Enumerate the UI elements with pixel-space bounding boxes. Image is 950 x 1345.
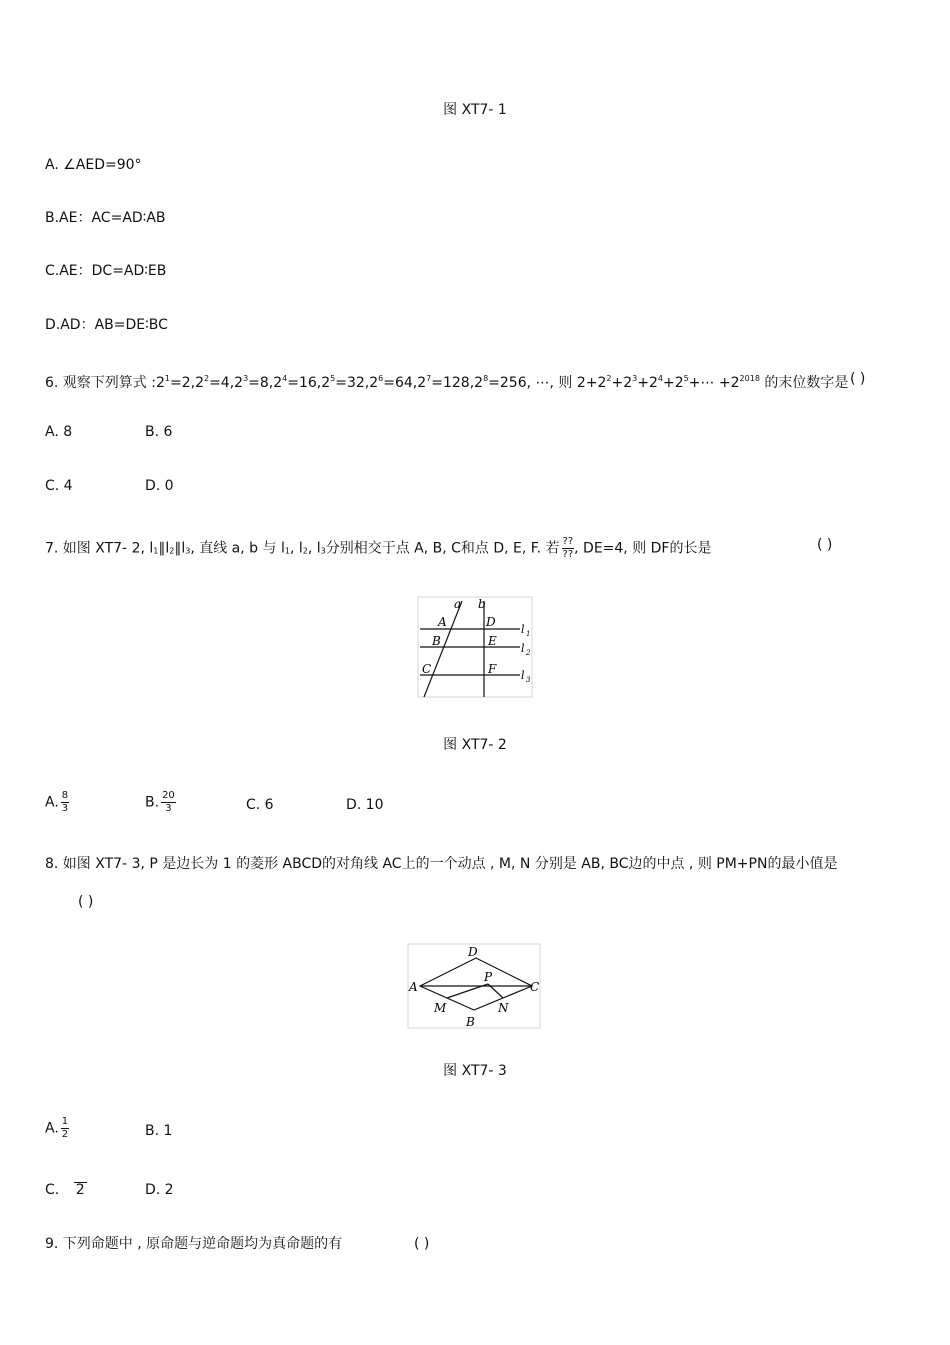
text: ∥l (174, 540, 186, 557)
text: , DE=4, 则 DF的长是 (574, 540, 712, 557)
text: =64,2 (383, 375, 427, 391)
text: +2 (662, 375, 684, 391)
subscript: 1 (284, 546, 290, 556)
fraction-denominator: 2 (61, 1129, 69, 1140)
q8-stem: 8. 如图 XT7- 3, P 是边长为 1 的菱形 ABCD的对角线 AC上的一个动点 , M, N 分别是 AB, BC边的中点 , 则 PM+PN的最小值是 (45, 856, 838, 872)
text: , 直线 a, b 与 l (190, 540, 285, 557)
label-P: P (484, 970, 493, 984)
q9-stem: 9. 下列命题中 , 原命题与逆命题均为真命题的有 (45, 1236, 343, 1252)
exp: 6 (378, 374, 384, 383)
text: +2 (637, 375, 658, 391)
label-l2: l (521, 642, 525, 655)
q6-option-d: D. 0 (145, 478, 174, 494)
exp: 5 (683, 374, 689, 383)
q6-option-c: C. 4 (45, 478, 73, 494)
text: 7. 如图 XT7- 2, l (45, 540, 154, 557)
text: 的末位数字是 (759, 375, 849, 391)
text: , l (307, 540, 321, 557)
text: =2,2 (169, 375, 204, 391)
q8-option-d: D. 2 (145, 1182, 174, 1198)
ratio-fraction (562, 536, 575, 561)
fraction-denominator: 3 (165, 803, 172, 814)
option-label: B. (145, 794, 160, 811)
exp: 2 (203, 374, 210, 383)
sqrt-radicand: 2 (75, 1182, 85, 1198)
exp: 4 (657, 374, 663, 383)
q6-option-a: A. 8 (45, 424, 73, 440)
exp: 3 (632, 374, 638, 383)
q6-answer-paren: ( ) (850, 371, 866, 387)
label-l3-sub: 3 (526, 676, 531, 684)
label-N: N (498, 1001, 509, 1015)
label-D: D (468, 945, 478, 959)
option-a-fraction (61, 790, 69, 815)
exp: 2018 (739, 374, 760, 383)
label-C: C (530, 980, 540, 994)
q5-option-b: B.AE：AC=AD∶AB (45, 210, 166, 226)
q5-option-c: C.AE：DC=AD∶EB (45, 263, 167, 279)
option-label: A. (45, 794, 59, 811)
fraction-numerator: ?? (562, 536, 574, 547)
option-a-fraction (61, 1116, 69, 1141)
q8-answer-paren: ( ) (78, 894, 94, 910)
fraction-numerator: 8 (61, 790, 69, 801)
figure-caption-1: 图 XT7- 1 (443, 102, 507, 118)
q7-option-b (145, 790, 176, 815)
text: +2 (611, 375, 633, 391)
q6-stem (45, 370, 848, 392)
figure-rhombus (406, 942, 542, 1030)
label-b: b (478, 597, 486, 611)
fraction-denominator: 3 (61, 803, 69, 814)
q7-answer-paren: ( ) (817, 537, 833, 553)
label-l3: l (521, 669, 525, 682)
subscript: 1 (153, 546, 159, 556)
label-a: a (454, 597, 462, 611)
subscript: 2 (302, 546, 308, 556)
option-label: A. (45, 1120, 59, 1137)
fraction-denominator: ?? (562, 549, 574, 560)
exp: 8 (483, 374, 489, 383)
exp: 5 (330, 374, 336, 383)
label-C: C (422, 662, 432, 676)
exp: 1 (164, 374, 170, 383)
q7-option-d: D. 10 (346, 797, 384, 813)
subscript: 3 (185, 546, 191, 556)
exp: 2 (606, 374, 612, 383)
text: , l (289, 540, 303, 557)
label-A: A (409, 980, 418, 994)
label-B: B (466, 1015, 475, 1029)
label-E: E (488, 634, 497, 648)
q5-option-a: A. ∠AED=90° (45, 157, 142, 173)
text: =128,2 (431, 375, 484, 391)
fraction-numerator: 1 (61, 1116, 69, 1127)
q6-option-b: B. 6 (145, 424, 173, 440)
label-M: M (434, 1001, 447, 1015)
exp: 3 (243, 374, 249, 383)
q7-option-a (45, 790, 69, 815)
text: =8,2 (248, 375, 283, 391)
subscript: 3 (320, 546, 326, 556)
label-F: F (488, 662, 497, 676)
text: =32,2 (335, 375, 379, 391)
text: +⋯ +2 (688, 375, 740, 391)
figure-caption-3: 图 XT7- 3 (443, 1063, 507, 1079)
option-label: C. (45, 1182, 60, 1198)
text: =256, ⋯, 则 2+2 (488, 375, 607, 391)
q6-prefix: 6. 观察下列算式 :2 (45, 375, 165, 391)
q5-option-d: D.AD：AB=DE∶BC (45, 317, 168, 333)
label-l2-sub: 2 (526, 649, 531, 657)
q7-stem (45, 536, 712, 561)
q9-answer-paren: ( ) (414, 1236, 430, 1252)
label-A: A (438, 615, 447, 629)
label-B: B (432, 634, 441, 648)
text: 分别相交于点 A, B, C和点 D, E, F. 若 (325, 540, 560, 557)
q8-option-a (45, 1116, 69, 1141)
fraction-numerator: 20 (162, 790, 175, 801)
text: =4,2 (209, 375, 244, 391)
q7-option-c: C. 6 (246, 797, 274, 813)
q8-option-c (45, 1181, 87, 1199)
exp: 7 (426, 374, 432, 383)
figure-caption-2: 图 XT7- 2 (443, 737, 507, 753)
option-b-fraction (161, 790, 176, 815)
label-l1-sub: 1 (526, 630, 531, 638)
label-D: D (486, 615, 496, 629)
subscript: 2 (169, 546, 175, 556)
q8-option-b: B. 1 (145, 1123, 173, 1139)
text: ∥l (158, 540, 170, 557)
figure-parallel-lines (416, 595, 534, 699)
text: =16,2 (287, 375, 331, 391)
label-l1: l (521, 623, 525, 636)
exp: 4 (282, 374, 288, 383)
